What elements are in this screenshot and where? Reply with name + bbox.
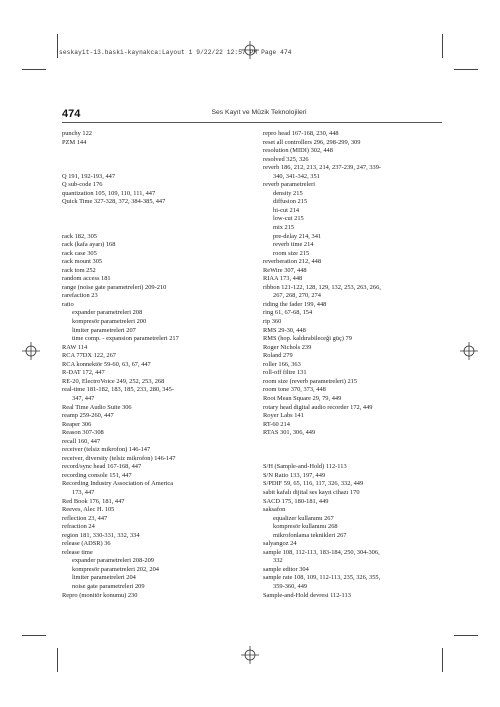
index-entry: riding the fader 199, 448 [263, 300, 327, 308]
index-entry: RIAA 173, 448 [263, 275, 303, 283]
index-subentry: expander parametreleri 208 [72, 309, 143, 317]
crop-mark-top-right-h [454, 69, 478, 70]
index-entry: receiver (telsiz mikrofon) 146-147 [62, 446, 151, 454]
index-spacer [263, 455, 445, 464]
index-entry: SACD 175, 180-181, 449 [263, 497, 329, 505]
index-entry-continuation: 359-360, 449 [273, 582, 308, 590]
index-entry: rarefaction 23 [62, 292, 98, 300]
index-subentry: pre-delay 214, 341 [273, 232, 322, 240]
index-entry: Recording Industry Association of America [62, 480, 174, 488]
index-entry: repro head 167-168, 230, 448 [263, 130, 339, 137]
index-entry: Real Time Audio Suite 306 [62, 403, 132, 411]
index-entry: Royer Labs 141 [263, 412, 304, 420]
index-entry: reamp 259-260, 447 [62, 412, 114, 420]
index-entry: RMS 29-30, 448 [263, 326, 306, 334]
index-entry: RCA konnektör 59-60, 63, 67, 447 [62, 360, 151, 368]
index-entry: resolved 325, 326 [263, 155, 309, 163]
index-entry: Roger Nichols 239 [263, 343, 312, 351]
index-entry-continuation: 332 [273, 557, 283, 565]
index-subentry: noise gate parametreleri 209 [72, 582, 145, 590]
index-entry-continuation: 173, 447 [72, 488, 95, 496]
index-subentry: kompresör parametreleri 202, 204 [72, 565, 159, 573]
index-subentry: equalizer kullanımı 267 [273, 514, 334, 522]
index-subentry: hi-cut 214 [273, 206, 300, 214]
crop-mark-bottom-right-h [454, 635, 478, 636]
index-entry: Sample-and-Hold devresi 112-113 [263, 591, 351, 599]
registration-mark-left [22, 342, 40, 360]
index-entry: reverb 186, 212, 213, 214, 237-239, 247, 339- [263, 164, 382, 172]
index-entry: punchy 122 [62, 130, 92, 137]
index-entry: ReWire 307, 448 [263, 266, 307, 274]
index-entry: room tone 370, 373, 448 [263, 386, 326, 394]
index-entry: S/H (Sample-and-Hold) 112-113 [263, 463, 347, 471]
index-entry: Q 191, 192-193, 447 [62, 172, 116, 180]
index-spacer [62, 215, 242, 224]
index-entry: rip 360 [263, 318, 282, 326]
index-entry: rack (kafa ayarı) 168 [62, 241, 116, 249]
index-entry: quantization 105, 109, 110, 111, 447 [62, 189, 156, 197]
header-rule [62, 122, 442, 123]
index-entry: roll-off filtre 131 [263, 369, 307, 377]
index-entry: Reason 307-308 [62, 429, 104, 437]
index-entry: Quick Time 327-328, 372, 384-385, 447 [62, 198, 166, 206]
registration-mark-bottom [241, 646, 259, 664]
index-entry: random access 181 [62, 275, 111, 283]
index-spacer [263, 446, 445, 455]
index-entry: refraction 24 [62, 523, 95, 531]
index-entry: rack tom 252 [62, 266, 96, 274]
index-spacer [62, 156, 242, 165]
index-entry: Q sub-code 176 [62, 181, 103, 189]
page-number: 474 [62, 108, 81, 120]
registration-mark-top [241, 41, 259, 59]
index-entry-continuation: 340, 341-342, 351 [273, 172, 320, 180]
index-spacer [62, 164, 242, 173]
index-entry-continuation: 267, 268, 270, 274 [273, 292, 321, 300]
index-entry: R-DAT 172, 447 [62, 369, 105, 377]
index-subentry: time comp. - expansion parametreleri 217 [72, 335, 179, 343]
index-entry: record/sync head 167-168, 447 [62, 463, 142, 471]
index-entry: Repro (monitör konumu) 230 [62, 591, 138, 599]
index-subentry: diffusion 215 [273, 198, 308, 206]
index-spacer [62, 207, 242, 216]
index-entry: reverberation 212, 448 [263, 258, 322, 266]
index-entry: RTAS 301, 306, 449 [263, 429, 316, 437]
index-subentry: room size 215 [273, 249, 310, 257]
index-entry: reflection 23, 447 [62, 514, 108, 522]
index-entry: PZM 144 [62, 138, 87, 146]
index-entry: rotary head digital audio recorder 172, 449 [263, 403, 373, 411]
index-entry: rack 182, 305 [62, 232, 97, 240]
index-entry: sample 108, 112-113, 183-184, 250, 304-306, [263, 548, 380, 556]
index-entry: resolution (MIDI) 302, 448 [263, 147, 333, 155]
index-entry: saksafon [263, 506, 286, 514]
index-entry: S/N Ratio 133, 197, 449 [263, 471, 326, 479]
index-entry: sample editor 304 [263, 565, 309, 573]
crop-mark-bottom-left-v [57, 648, 58, 672]
index-entry: Red Book 176, 181, 447 [62, 497, 125, 505]
index-spacer [263, 438, 445, 447]
index-subentry: low-cut 215 [273, 215, 304, 223]
index-subentry: mix 215 [273, 224, 295, 232]
index-entry: RT-60 214 [263, 420, 290, 428]
index-subentry: limiter parametreleri 207 [72, 326, 136, 334]
index-spacer [62, 147, 242, 156]
index-entry: recording console 151, 447 [62, 471, 132, 479]
index-entry: release (ADSR) 36 [62, 540, 111, 548]
crop-mark-top-left-h [22, 69, 46, 70]
index-column-left [62, 130, 242, 600]
index-entry: reset all controllers 296, 298-299, 309 [263, 138, 361, 146]
index-entry: Reeves, Alec H. 105 [62, 506, 115, 514]
index-subentry: reverb time 214 [273, 241, 314, 249]
index-entry: roller 166, 363 [263, 360, 301, 368]
running-title: Ses Kayıt ve Müzik Teknolojileri [211, 109, 307, 116]
index-entry: reverb parametreleri [263, 181, 315, 189]
crop-mark-top-right-v [442, 34, 443, 58]
index-entry: receiver, diversity (telsiz mikrofon) 146-147 [62, 454, 176, 462]
index-entry: sabit kafalı dijital ses kayıt cihazı 170 [263, 488, 360, 496]
index-entry-continuation: 347, 447 [72, 394, 95, 402]
index-entry: ribbon 121-122, 128, 129, 132, 253, 263, 266, [263, 283, 381, 291]
index-entry: range (noise gate parametreleri) 209-210 [62, 283, 167, 291]
index-entry: RAW 114 [62, 343, 88, 351]
crop-mark-bottom-left-h [22, 635, 46, 636]
index-entry: region 181, 330-331, 332, 334 [62, 531, 140, 539]
index-entry: Roland 279 [263, 352, 293, 360]
index-entry: S/PDIF 59, 65, 116, 117, 326, 332, 449 [263, 480, 364, 488]
index-entry: RE-20, ElectroVoice 249, 252, 253, 268 [62, 377, 165, 385]
index-subentry: expander parametreleri 208-209 [72, 557, 154, 565]
index-spacer [62, 224, 242, 233]
index-entry: release time [62, 548, 93, 556]
index-subentry: mikrofonlama teknikleri 267 [273, 531, 347, 539]
index-entry: ratio [62, 300, 74, 308]
index-column-right [263, 130, 445, 600]
index-entry: room size (reverb parametreleri) 215 [263, 377, 358, 385]
index-entry: Reaper 306 [62, 420, 92, 428]
index-entry: RMS (hop. kaldırabileceği güç) 79 [263, 335, 352, 343]
index-subentry: kompresör kullanımı 268 [273, 523, 338, 531]
index-entry: rack case 305 [62, 249, 97, 257]
index-subentry: density 215 [273, 189, 303, 197]
index-entry: Root Mean Square 29, 79, 449 [263, 394, 342, 402]
crop-mark-bottom-right-v [442, 648, 443, 672]
print-slug: seskayit-13.baski-kaynakca:Layout 1 9/22/22 12:57 PM Page 474 [59, 49, 292, 56]
index-subentry: limiter parametreleri 204 [72, 574, 136, 582]
index-entry: rack mount 305 [62, 258, 103, 266]
index-subentry: kompresör parametreleri 200 [72, 318, 147, 326]
index-entry: sample rate 108, 109, 112-113, 235, 326, 355, [263, 574, 381, 582]
index-entry: recall 160, 447 [62, 437, 101, 445]
index-entry: real-time 181-182, 183, 185, 233, 280, 345- [62, 386, 174, 394]
registration-mark-right [460, 342, 478, 360]
index-entry: salyangoz 24 [263, 540, 297, 548]
index-entry: RCA 77DX 122, 267 [62, 352, 116, 360]
index-entry: ring 61, 67-68, 154 [263, 309, 313, 317]
crop-mark-top-left-v [57, 34, 58, 58]
